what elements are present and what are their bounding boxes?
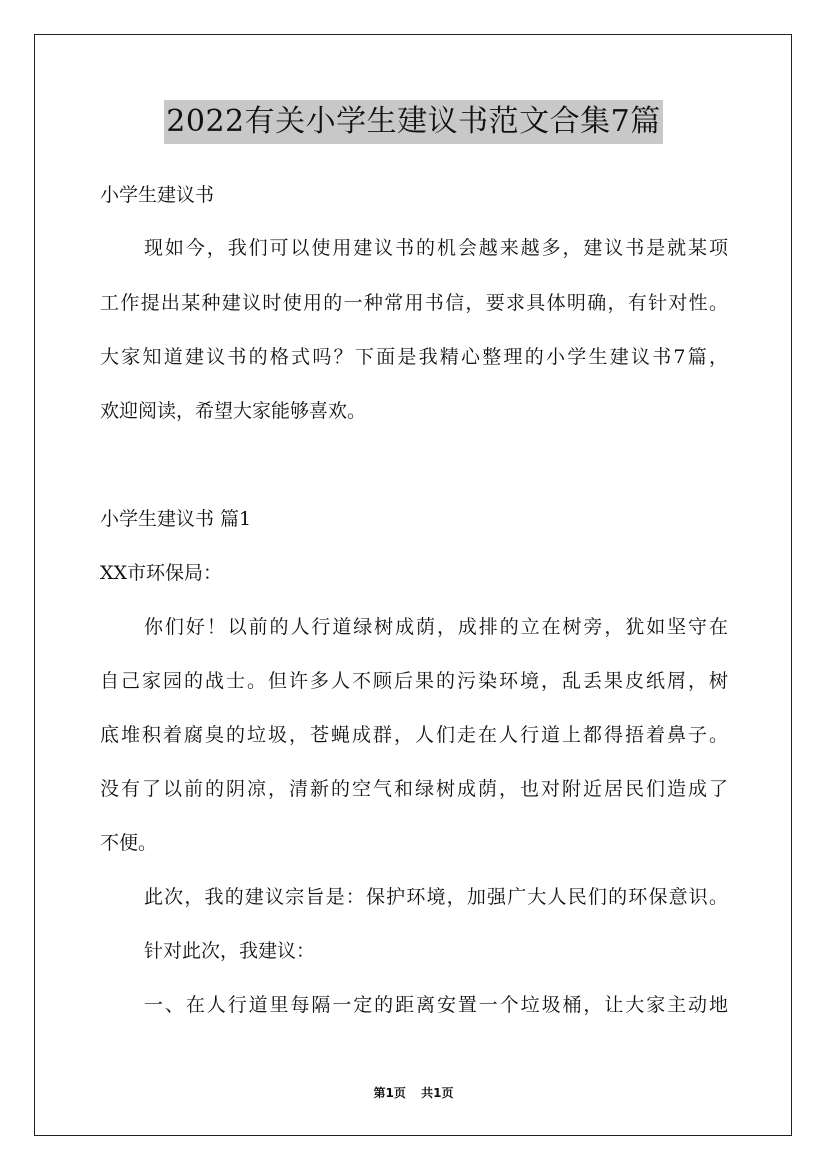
salutation: XX市环保局： <box>100 562 223 584</box>
heading: 小学生建议书 <box>100 184 215 206</box>
body-line-7: 针对此次，我建议： <box>144 940 316 962</box>
body-line-3: 底堆积着腐臭的垃圾，苍蝇成群，人们走在人行道上都得捂着鼻子。 <box>100 724 728 746</box>
page-number: 第1页 <box>373 1086 406 1100</box>
body-line-1: 你们好！以前的人行道绿树成荫，成排的立在树旁，犹如坚守在 <box>144 616 728 638</box>
body-line-4: 没有了以前的阴凉，清新的空气和绿树成荫，也对附近居民们造成了 <box>100 778 728 800</box>
intro-line-4: 欢迎阅读，希望大家能够喜欢。 <box>100 400 367 422</box>
section-title: 小学生建议书 篇1 <box>100 508 252 530</box>
document-title: 2022有关小学生建议书范文合集7篇 <box>164 100 662 144</box>
body-line-6: 此次，我的建议宗旨是：保护环境，加强广大人民们的环保意识。 <box>144 886 728 908</box>
body-line-2: 自己家园的战士。但许多人不顾后果的污染环境，乱丢果皮纸屑，树 <box>100 670 728 692</box>
body-line-8: 一、在人行道里每隔一定的距离安置一个垃圾桶，让大家主动地 <box>144 994 728 1016</box>
intro-line-2: 工作提出某种建议时使用的一种常用书信，要求具体明确，有针对性。 <box>100 292 728 314</box>
page-total: 共1页 <box>421 1086 454 1100</box>
body-line-5: 不便。 <box>100 832 158 854</box>
intro-line-3: 大家知道建议书的格式吗？下面是我精心整理的小学生建议书7篇， <box>100 346 728 368</box>
page-footer <box>0 1084 827 1101</box>
title-container <box>0 100 827 144</box>
intro-line-1: 现如今，我们可以使用建议书的机会越来越多，建议书是就某项 <box>144 237 728 259</box>
